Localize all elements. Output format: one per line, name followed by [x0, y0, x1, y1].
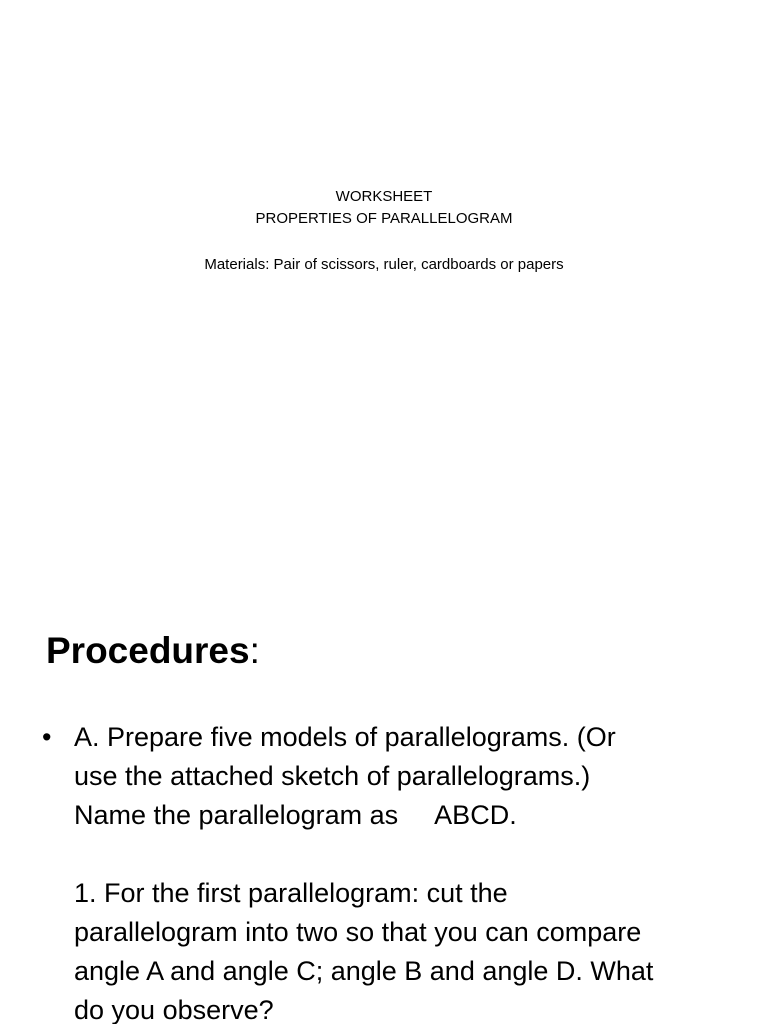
- step-1-line-1: 1. For the first parallelogram: cut the: [74, 878, 508, 908]
- procedures-heading-colon: :: [249, 630, 260, 671]
- item-a-line-3: Name the parallelogram as ABCD.: [74, 800, 517, 830]
- paragraph-gap: [74, 835, 732, 874]
- step-1-line-3: angle A and angle C; angle B and angle D. What: [74, 956, 654, 986]
- slide-procedures: [0, 576, 768, 1024]
- procedures-heading: [46, 628, 260, 674]
- step-1-line-2: parallelogram into two so that you can compare: [74, 917, 642, 947]
- item-a-line-2: use the attached sketch of parallelograms.): [74, 761, 591, 791]
- procedure-bullet: [42, 718, 732, 1024]
- step-1-line-4: do you observe?: [74, 995, 274, 1024]
- title-line-worksheet: WORKSHEET: [335, 188, 433, 205]
- title-line-topic: PROPERTIES OF PARALLELOGRAM: [255, 210, 513, 227]
- bullet-dot-icon: •: [42, 722, 52, 752]
- item-a-line-1: A. Prepare five models of parallelograms. (Or: [74, 722, 616, 752]
- materials-text: Materials: Pair of scissors, ruler, cardboards or papers: [204, 256, 564, 273]
- procedure-bullet-text: [74, 718, 732, 1024]
- procedures-heading-label: Procedures: [46, 630, 250, 671]
- worksheet-title: [0, 186, 768, 230]
